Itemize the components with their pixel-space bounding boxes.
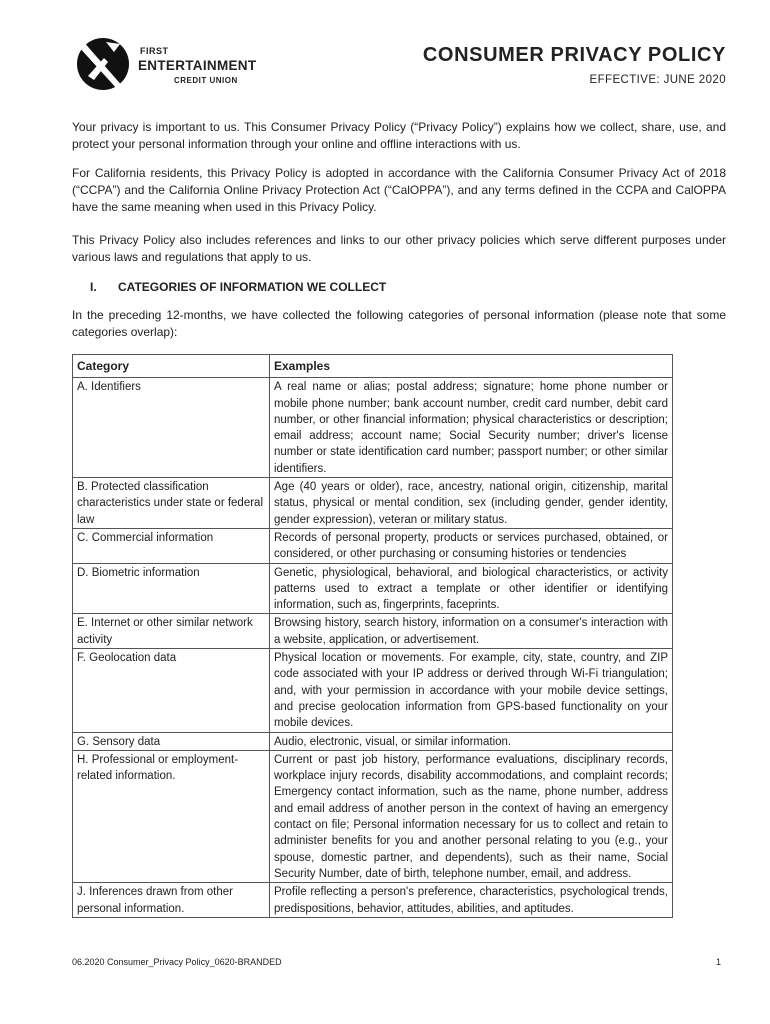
table-row xyxy=(73,478,673,529)
examples-cell: Age (40 years or older), race, ancestry, national origin, citizenship, marital status, physical or mental condition, sex (including gender, gender identity, gender expression), veteran or military status. xyxy=(270,478,673,529)
footer-document-id: 06.2020 Consumer_Privacy Policy_0620-BRANDED xyxy=(72,957,282,967)
examples-cell: Browsing history, search history, information on a consumer's interaction with a website, application, or advertisement. xyxy=(270,614,673,649)
category-cell: J. Inferences drawn from other personal information. xyxy=(73,883,270,918)
examples-cell: Records of personal property, products or services purchased, obtained, or considered, or other purchasing or consuming histories or tendencies xyxy=(270,528,673,563)
category-cell: A. Identifiers xyxy=(73,378,270,478)
section-number: I. xyxy=(90,280,97,294)
examples-column-header: Examples xyxy=(270,355,673,378)
table-row xyxy=(73,528,673,563)
category-cell: C. Commercial information xyxy=(73,528,270,563)
credit-union-logo xyxy=(74,36,264,92)
category-cell: D. Biometric information xyxy=(73,563,270,614)
section-heading xyxy=(90,280,386,294)
examples-cell: Current or past job history, performance evaluations, disciplinary records, workplace injury records, disability accommodations, and complaint records; Emergency contact information, such as the name, phone number, address and email address of another person in the context of having an emergency contact on file; Personal information necessary for us to collect and retain to administer benefits for you and another personal relating to you (e.g., your spouse, domestic partner, and dependents), such as their name, Social Security Number, date of birth, telephone number, email, and address. xyxy=(270,750,673,882)
section-intro-paragraph: In the preceding 12-months, we have collected the following categories of personal information (please note that some categories overlap): xyxy=(72,308,726,339)
intro-paragraph: Your privacy is important to us. This Consumer Privacy Policy (“Privacy Policy”) explains how we collect, share, use, and protect your personal information through your online and offline interactions with us. xyxy=(72,120,726,151)
category-cell: H. Professional or employment-related information. xyxy=(73,750,270,882)
section-title: CATEGORIES OF INFORMATION WE COLLECT xyxy=(118,280,387,294)
effective-date: EFFECTIVE: JUNE 2020 xyxy=(589,74,726,86)
examples-cell: Genetic, physiological, behavioral, and biological characteristics, or activity patterns used to extract a template or other identifier or identifying information, such as, fingerprints, faceprints. xyxy=(270,563,673,614)
california-paragraph: For California residents, this Privacy Policy is adopted in accordance with the California Consumer Privacy Act of 2018 (“CCPA”) and the California Online Privacy Protection Act (“CalOPPA”), and any terms defined in the CCPA and CalOPPA have the same meaning when used in this Privacy Policy. xyxy=(72,166,726,214)
table-row xyxy=(73,750,673,882)
table-row xyxy=(73,378,673,478)
references-paragraph: This Privacy Policy also includes references and links to our other privacy policies which serve different purposes under various laws and regulations that apply to us. xyxy=(72,233,726,264)
category-column-header: Category xyxy=(73,355,270,378)
table-row xyxy=(73,732,673,750)
table-row xyxy=(73,614,673,649)
category-cell: G. Sensory data xyxy=(73,732,270,750)
examples-cell: Profile reflecting a person's preference, characteristics, psychological trends, predispositions, behavior, attitudes, abilities, and aptitudes. xyxy=(270,883,673,918)
table-row xyxy=(73,883,673,918)
examples-cell: A real name or alias; postal address; signature; home phone number or mobile phone number; bank account number, credit card number, debit card number, or other financial information; physical characteristics or description; email address; account name; Social Security number; driver's license number or state identification card number; passport number; or other similar identifiers. xyxy=(270,378,673,478)
table-row xyxy=(73,649,673,732)
logo-text-credit-union: CREDIT UNION xyxy=(174,76,238,85)
page-title: CONSUMER PRIVACY POLICY xyxy=(422,44,726,66)
table-header-row xyxy=(73,355,673,378)
categories-table xyxy=(72,354,673,918)
category-cell: E. Internet or other similar network activity xyxy=(73,614,270,649)
table-row xyxy=(73,563,673,614)
logo-text-entertainment: ENTERTAINMENT xyxy=(138,58,257,73)
category-cell: F. Geolocation data xyxy=(73,649,270,732)
category-cell: B. Protected classification characteristics under state or federal law xyxy=(73,478,270,529)
page-number: 1 xyxy=(716,957,722,967)
logo-text-first: FIRST xyxy=(140,46,169,56)
examples-cell: Physical location or movements. For example, city, state, country, and ZIP code associated with your IP address or derived through Wi-Fi triangulation; and, with your permission in accordance with your mobile device settings, and precise geolocation information from GPS-based functionality on your mobile devices. xyxy=(270,649,673,732)
examples-cell: Audio, electronic, visual, or similar information. xyxy=(270,732,673,750)
logo-emblem-icon xyxy=(74,36,136,92)
